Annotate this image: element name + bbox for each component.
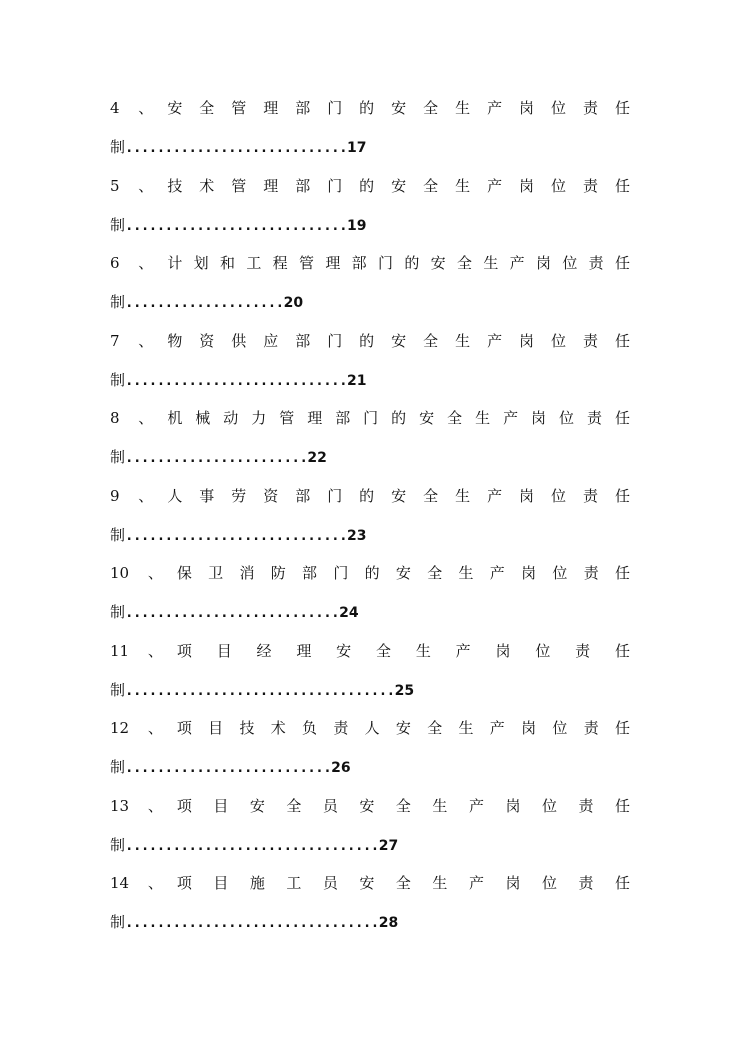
toc-entry-number: 5 、 [110,176,154,195]
toc-page-number[interactable]: 23 [347,527,367,544]
toc-entry-title: 安全管理部门的安全生产岗位责任 [167,99,632,117]
toc-entry-title-line [110,98,632,118]
toc-entry-title-end: 制 [110,215,126,234]
toc-page-number[interactable]: 27 [378,837,399,854]
toc-entry-title-end: 制 [110,138,126,156]
toc-entry-title-end: 制 [110,680,126,699]
toc-entry-leader-line [110,292,632,312]
toc-page-number[interactable]: 19 [347,217,367,234]
toc-entry[interactable] [110,98,632,157]
toc-page-number[interactable]: 17 [347,140,367,156]
toc-entry-title-line [110,486,632,506]
toc-entry-number: 7 、 [110,331,154,350]
toc-entry-leader-line [110,525,632,545]
toc-entry-title: 技术管理部门的安全生产岗位责任 [167,176,632,195]
toc-entry[interactable] [110,486,632,545]
toc-entry[interactable] [110,718,632,777]
toc-entry[interactable] [110,563,632,622]
toc-entry-title-end: 制 [110,835,126,854]
toc-leader-dots: ............................ [125,140,348,156]
toc-entry-title-line [110,796,632,816]
toc-entry-title-end: 制 [110,525,126,544]
toc-entry-title-line [110,253,632,273]
toc-entry-title: 项目技术负责人安全生产岗位责任 [176,719,632,737]
toc-page-number[interactable]: 25 [394,682,415,699]
toc-entry-title-line [110,718,632,738]
toc-entry-number: 6 、 [110,254,154,272]
toc-entry[interactable] [110,873,632,932]
toc-page-number[interactable]: 20 [283,295,304,311]
toc-entry[interactable] [110,176,632,235]
toc-entry-leader-line [110,215,632,235]
toc-entry-title-line [110,641,632,661]
toc-entry-title: 计划和工程管理部门的安全生产岗位责任 [167,254,632,272]
toc-leader-dots: ....................... [125,450,308,466]
toc-entry-leader-line [110,835,632,855]
toc-entry[interactable] [110,641,632,700]
toc-entry-leader-line [110,447,632,467]
toc-entry-number: 4 、 [110,99,154,117]
toc-leader-dots: ........................... [125,605,340,621]
toc-entry-title-line [110,873,632,893]
toc-entry-number: 10 、 [110,564,163,582]
toc-leader-dots: ............................ [125,217,348,234]
toc-entry-title-end: 制 [110,758,126,776]
toc-entry-title-end: 制 [110,603,126,621]
toc-page-number[interactable]: 26 [331,760,351,776]
toc-entry-title-line [110,408,632,428]
toc-leader-dots: ............................ [125,527,348,544]
toc-leader-dots: ................................ [125,915,379,931]
toc-leader-dots: .................... [125,295,284,311]
toc-entry-title-line [110,331,632,351]
toc-entry[interactable] [110,331,632,390]
toc-entry[interactable] [110,408,632,467]
toc-entry-title-end: 制 [110,370,126,389]
toc-entry-title-end: 制 [110,448,126,466]
toc-entry-title: 保卫消防部门的安全生产岗位责任 [176,564,632,582]
toc-entry-number: 9 、 [110,486,154,505]
toc-leader-dots: ................................ [125,837,379,854]
toc-entry-title: 机械动力管理部门的安全生产岗位责任 [167,409,632,427]
toc-page-number[interactable]: 22 [307,450,327,466]
toc-entry-number: 12 、 [110,719,163,737]
toc-entry-title-end: 制 [110,293,126,311]
toc-entry-leader-line [110,912,632,932]
toc-entry-leader-line [110,680,632,700]
toc-entry-number: 11 、 [110,641,163,660]
toc-entry-title-end: 制 [110,913,126,931]
toc-entry-title: 物资供应部门的安全生产岗位责任 [167,331,632,350]
toc-entry-title: 项目施工员安全生产岗位责任 [176,874,632,892]
toc-entry[interactable] [110,796,632,855]
toc-entry-leader-line [110,602,632,622]
toc-page-number[interactable]: 28 [378,915,399,931]
toc-leader-dots: .................................. [125,682,395,699]
toc-leader-dots: ............................ [125,372,348,389]
toc-entry-leader-line [110,370,632,390]
toc-entry-title-line [110,563,632,583]
toc-entry-number: 14 、 [110,874,163,892]
toc-page-number[interactable]: 21 [347,372,367,389]
toc-entry-number: 13 、 [110,796,163,815]
toc-page-number[interactable]: 24 [339,605,359,621]
toc-entry-number: 8 、 [110,409,154,427]
toc-entry-title: 项目安全员安全生产岗位责任 [176,796,632,815]
toc-entry-title: 项目经理安全生产岗位责任 [176,641,632,660]
toc-leader-dots: .......................... [125,760,332,776]
toc-entry-leader-line [110,137,632,157]
toc-entry-title-line [110,176,632,196]
toc-entry-leader-line [110,757,632,777]
toc-entry-title: 人事劳资部门的安全生产岗位责任 [167,486,632,505]
toc-entry[interactable] [110,253,632,312]
